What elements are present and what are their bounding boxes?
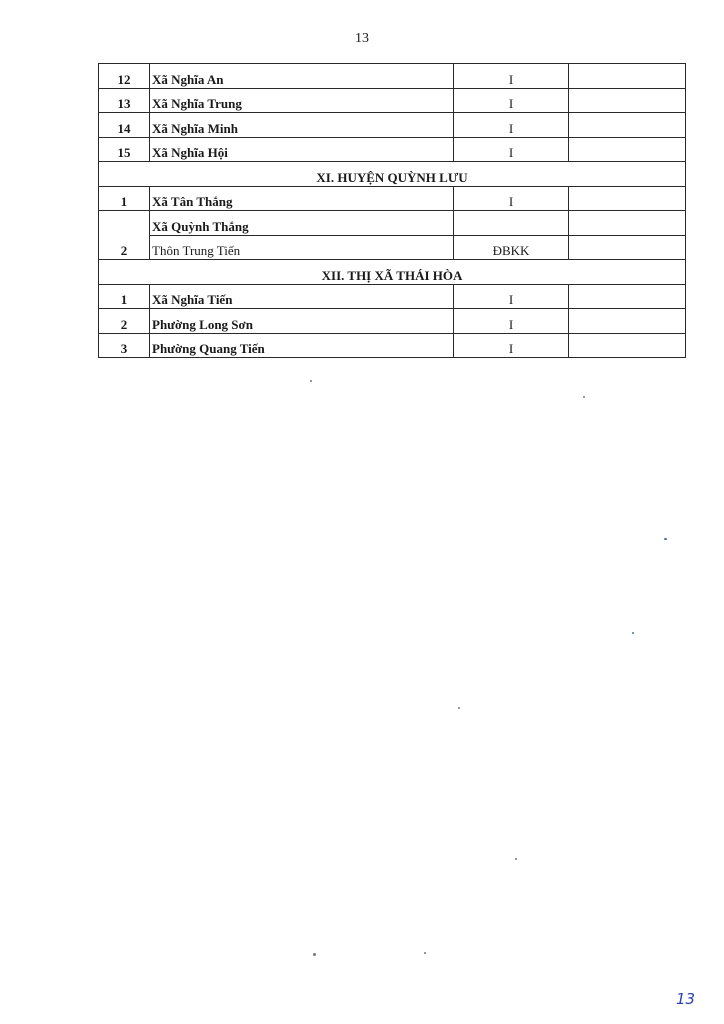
area-level: I xyxy=(454,284,569,309)
commune-name: Phường Long Sơn xyxy=(150,309,454,334)
scan-speck xyxy=(583,396,585,398)
commune-name: Xã Nghĩa Trung xyxy=(150,88,454,113)
note-cell xyxy=(569,333,686,358)
commune-name: Xã Nghĩa Minh xyxy=(150,113,454,138)
table-row xyxy=(99,309,686,334)
note-cell xyxy=(569,211,686,236)
table-row xyxy=(99,88,686,113)
area-level xyxy=(454,211,569,236)
row-number: 3 xyxy=(99,333,150,358)
note-cell xyxy=(569,64,686,89)
note-cell xyxy=(569,284,686,309)
row-number: 12 xyxy=(99,64,150,89)
commune-name: Xã Nghĩa Hội xyxy=(150,137,454,162)
handwritten-page-number: 13 xyxy=(676,990,696,1008)
area-level: I xyxy=(454,186,569,211)
row-number: 1 xyxy=(99,186,150,211)
commune-name: Xã Nghĩa Tiến xyxy=(150,284,454,309)
scan-speck xyxy=(313,953,316,956)
scan-speck xyxy=(664,538,667,540)
table-row xyxy=(99,186,686,211)
district-heading: XI. HUYỆN QUỲNH LƯU xyxy=(99,162,686,187)
note-cell xyxy=(569,186,686,211)
section-header-row xyxy=(99,162,686,187)
commune-name: Phường Quang Tiến xyxy=(150,333,454,358)
row-number: 2 xyxy=(99,211,150,260)
section-header-row xyxy=(99,260,686,285)
table-row xyxy=(99,211,686,236)
note-cell xyxy=(569,113,686,138)
area-level: I xyxy=(454,309,569,334)
scan-speck xyxy=(424,952,426,954)
commune-classification-table xyxy=(98,63,686,358)
table-row xyxy=(99,137,686,162)
table-row xyxy=(99,284,686,309)
note-cell xyxy=(569,309,686,334)
commune-name: Xã Quỳnh Thắng xyxy=(150,211,454,236)
row-number: 1 xyxy=(99,284,150,309)
area-level: I xyxy=(454,333,569,358)
row-number: 13 xyxy=(99,88,150,113)
area-level: I xyxy=(454,88,569,113)
table-row xyxy=(99,64,686,89)
scan-speck xyxy=(458,707,460,709)
note-cell xyxy=(569,137,686,162)
commune-name: Xã Nghĩa An xyxy=(150,64,454,89)
scan-speck xyxy=(515,858,517,860)
table-row xyxy=(99,333,686,358)
table-row xyxy=(99,113,686,138)
note-cell xyxy=(569,88,686,113)
row-number: 15 xyxy=(99,137,150,162)
row-number: 2 xyxy=(99,309,150,334)
district-heading: XII. THỊ XÃ THÁI HÒA xyxy=(99,260,686,285)
page-number: 13 xyxy=(355,31,369,46)
table-subrow xyxy=(99,235,686,260)
area-level: ĐBKK xyxy=(454,235,569,260)
commune-name: Xã Tân Thắng xyxy=(150,186,454,211)
area-level: I xyxy=(454,137,569,162)
scan-speck xyxy=(632,632,634,634)
row-number: 14 xyxy=(99,113,150,138)
area-level: I xyxy=(454,64,569,89)
note-cell xyxy=(569,235,686,260)
area-level: I xyxy=(454,113,569,138)
village-name: Thôn Trung Tiến xyxy=(150,235,454,260)
scan-speck xyxy=(310,380,312,382)
